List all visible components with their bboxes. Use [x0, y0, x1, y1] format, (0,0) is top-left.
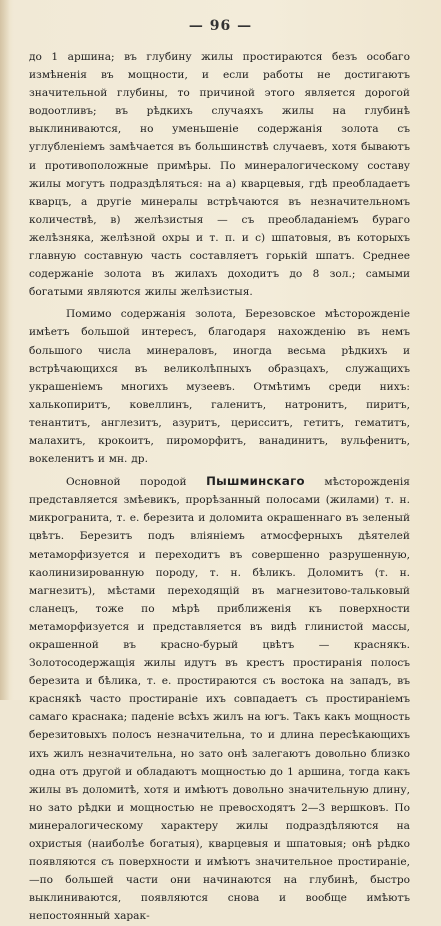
- page-number: — 96 —: [188, 18, 253, 34]
- paragraph-minerals: Помимо содержанія золота, Березовское мѣсторожденіе имѣетъ большой интересъ, благодаря нахожденію въ немъ большого числа минераловъ, иногда весьма рѣдкихъ и встрѣчающихся въ великолѣпныхъ образцахъ, служащихъ украшеніемъ многихъ музеевъ. Отмѣтимъ среди нихъ: халькопиритъ, ковеллинъ, галенитъ, натронитъ, пиритъ, тенантитъ, англезитъ, азуритъ, церисситъ, гетитъ, гематитъ, малахитъ, крокоитъ, пироморфитъ, ванадинитъ, вульфенитъ, вокеленитъ и мн. др.: [29, 308, 410, 466]
- paragraph-body-text: мѣсторожденія представляется змѣевикъ, прорѣзанный полосами (жилами) т. н. микрогранита, т. е. березита и доломита окрашеннаго въ зеленый цвѣтъ. Березитъ подъ вліяніемъ атмосферныхъ дѣятелей метаморфизуется и переходитъ въ совершенно разрушенную, каолинизированную породу, т. н. бѣликъ. Доломитъ (т. н. магнезитъ), мѣстами переходящій въ магнезитово-тальковый сланецъ, тоже по мѣрѣ приближенія къ поверхности метаморфизуется и представляется въ видѣ глинистой массы, окрашенной въ красно-бурый цвѣтъ — краснякъ. Золотосодержащія жилы идутъ въ крестъ простиранія полосъ березита и бѣлика, т. е. простираются съ востока на западъ, въ краснякѣ часто простираніе ихъ совпадаетъ съ простираніемъ самаго краснака; паденіе всѣхъ жилъ на югъ. Такъ какъ мощность березитовыхъ полосъ незначительна, то и длина пересѣкающихъ ихъ жилъ незначительна, но зато онѣ залегаютъ довольно близко одна отъ другой и обладаютъ мощностью до 1 аршина, тогда какъ жилы въ доломитѣ, хотя и имѣютъ довольно значительную длину, но зато рѣдки и мощностью не превосходятъ 2—3 вершковъ. По минералогическому характеру жилы подраздѣляются на охристыя (наиболѣе богатыя), кварцевыя и шпатовыя; онѣ рѣдко появляются съ поверхности и имѣютъ значительное простираніе,—по большей части они начинаются на глубинѣ, быстро выклиниваются, появляются снова и вообще имѣютъ непостоянный харак-: [29, 476, 410, 923]
- paragraph-pyshma-deposit: [29, 472, 410, 925]
- page-edge-shadow: [0, 0, 10, 700]
- paragraph-vein-description: до 1 аршина; въ глубину жилы простираются безъ особаго измѣненія въ мощности, и если работы не достигаютъ значительной глубины, то причиной этого является дорогой водоотливъ; въ рѣдкихъ случаяхъ жилы на глубинѣ выклиниваются, но уменьшеніе содержанія золота съ углубленіемъ замѣчается въ большинствѣ случаевъ, хотя бываютъ и противоположные примѣры. По минералогическому составу жилы могутъ подраздѣляться: на а) кварцевыя, гдѣ преобладаетъ кварцъ, а другіе минералы встрѣчаются въ незначительномъ количествѣ, в) желѣзистыя — съ преобладаніемъ бураго желѣзняка, желѣзной охры и т. п. и с) шпатовыя, въ которыхъ главную составную часть составляетъ горькій шпатъ. Среднее содержаніе золота въ жилахъ доходитъ до 8 зол.; самыми богатыми являются жилы желѣзистыя.: [29, 51, 410, 299]
- page-body: [29, 48, 410, 926]
- paragraph-lead-text: Основной породой: [66, 476, 187, 489]
- deposit-name: Пышминскаго: [206, 474, 305, 489]
